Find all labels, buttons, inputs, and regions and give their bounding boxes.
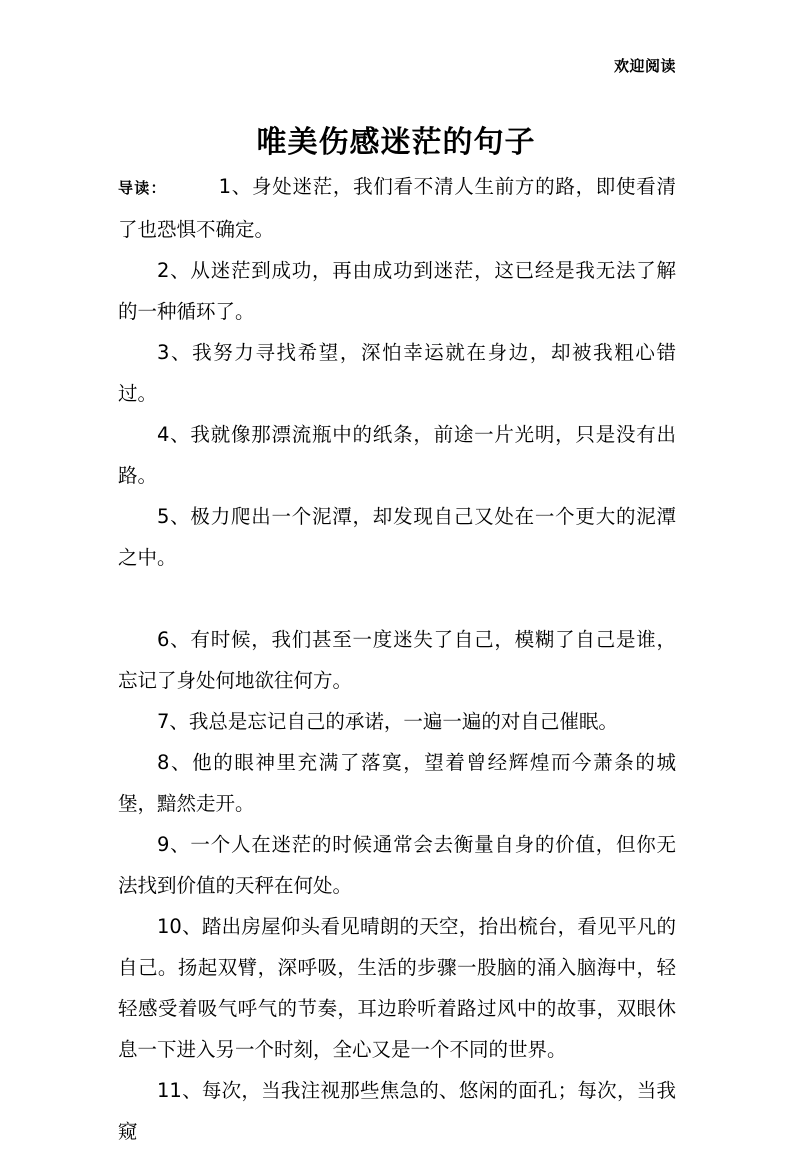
paragraph-text: 1、身处迷茫，我们看不清人生前方的路，即使看清了也恐惧不确定。 [118, 175, 676, 241]
paragraph-11: 11、每次，当我注视那些焦急的、悠闲的面孔；每次，当我窥 [118, 1079, 676, 1143]
page-title: 唯美伤感迷茫的句子 [256, 125, 536, 161]
paragraph-7: 7、我总是忘记自己的承诺，一遍一遍的对自己催眠。 [157, 710, 618, 733]
paragraph-4: 4、我就像那漂流瓶中的纸条，前途一片光明，只是没有出路。 [118, 423, 676, 487]
paragraph-9: 9、一个人在迷茫的时候通常会去衡量自身的价值，但你无法找到价值的天秤在何处。 [118, 833, 676, 897]
document-body [118, 166, 676, 1152]
running-header: 欢迎阅读 [613, 57, 676, 75]
lead-label: 导读： [118, 179, 167, 197]
paragraph-2: 2、从迷茫到成功，再由成功到迷茫，这已经是我无法了解的一种循环了。 [118, 259, 676, 323]
paragraph-6: 6、有时候，我们甚至一度迷失了自己，模糊了自己是谁，忘记了身处何地欲往何方。 [118, 628, 676, 692]
blank-line [118, 578, 676, 619]
paragraph-5: 5、极力爬出一个泥潭，却发现自己又处在一个更大的泥潭之中。 [118, 505, 676, 569]
lead-paragraph [118, 166, 676, 250]
paragraph-8: 8、他的眼神里充满了落寞，望着曾经辉煌而今萧条的城堡，黯然走开。 [118, 751, 676, 815]
paragraph-10: 10、踏出房屋仰头看见晴朗的天空，抬出梳台，看见平凡的自己。扬起双臂，深呼吸，生活的步骤一股脑的涌入脑海中，轻轻感受着吸气呼气的节奏，耳边聆听着路过风中的故事，双眼休息一下进入另一个时刻，全心又是一个不同的世界。 [118, 915, 676, 1061]
paragraph-3: 3、我努力寻找希望，深怕幸运就在身边，却被我粗心错过。 [118, 341, 676, 405]
